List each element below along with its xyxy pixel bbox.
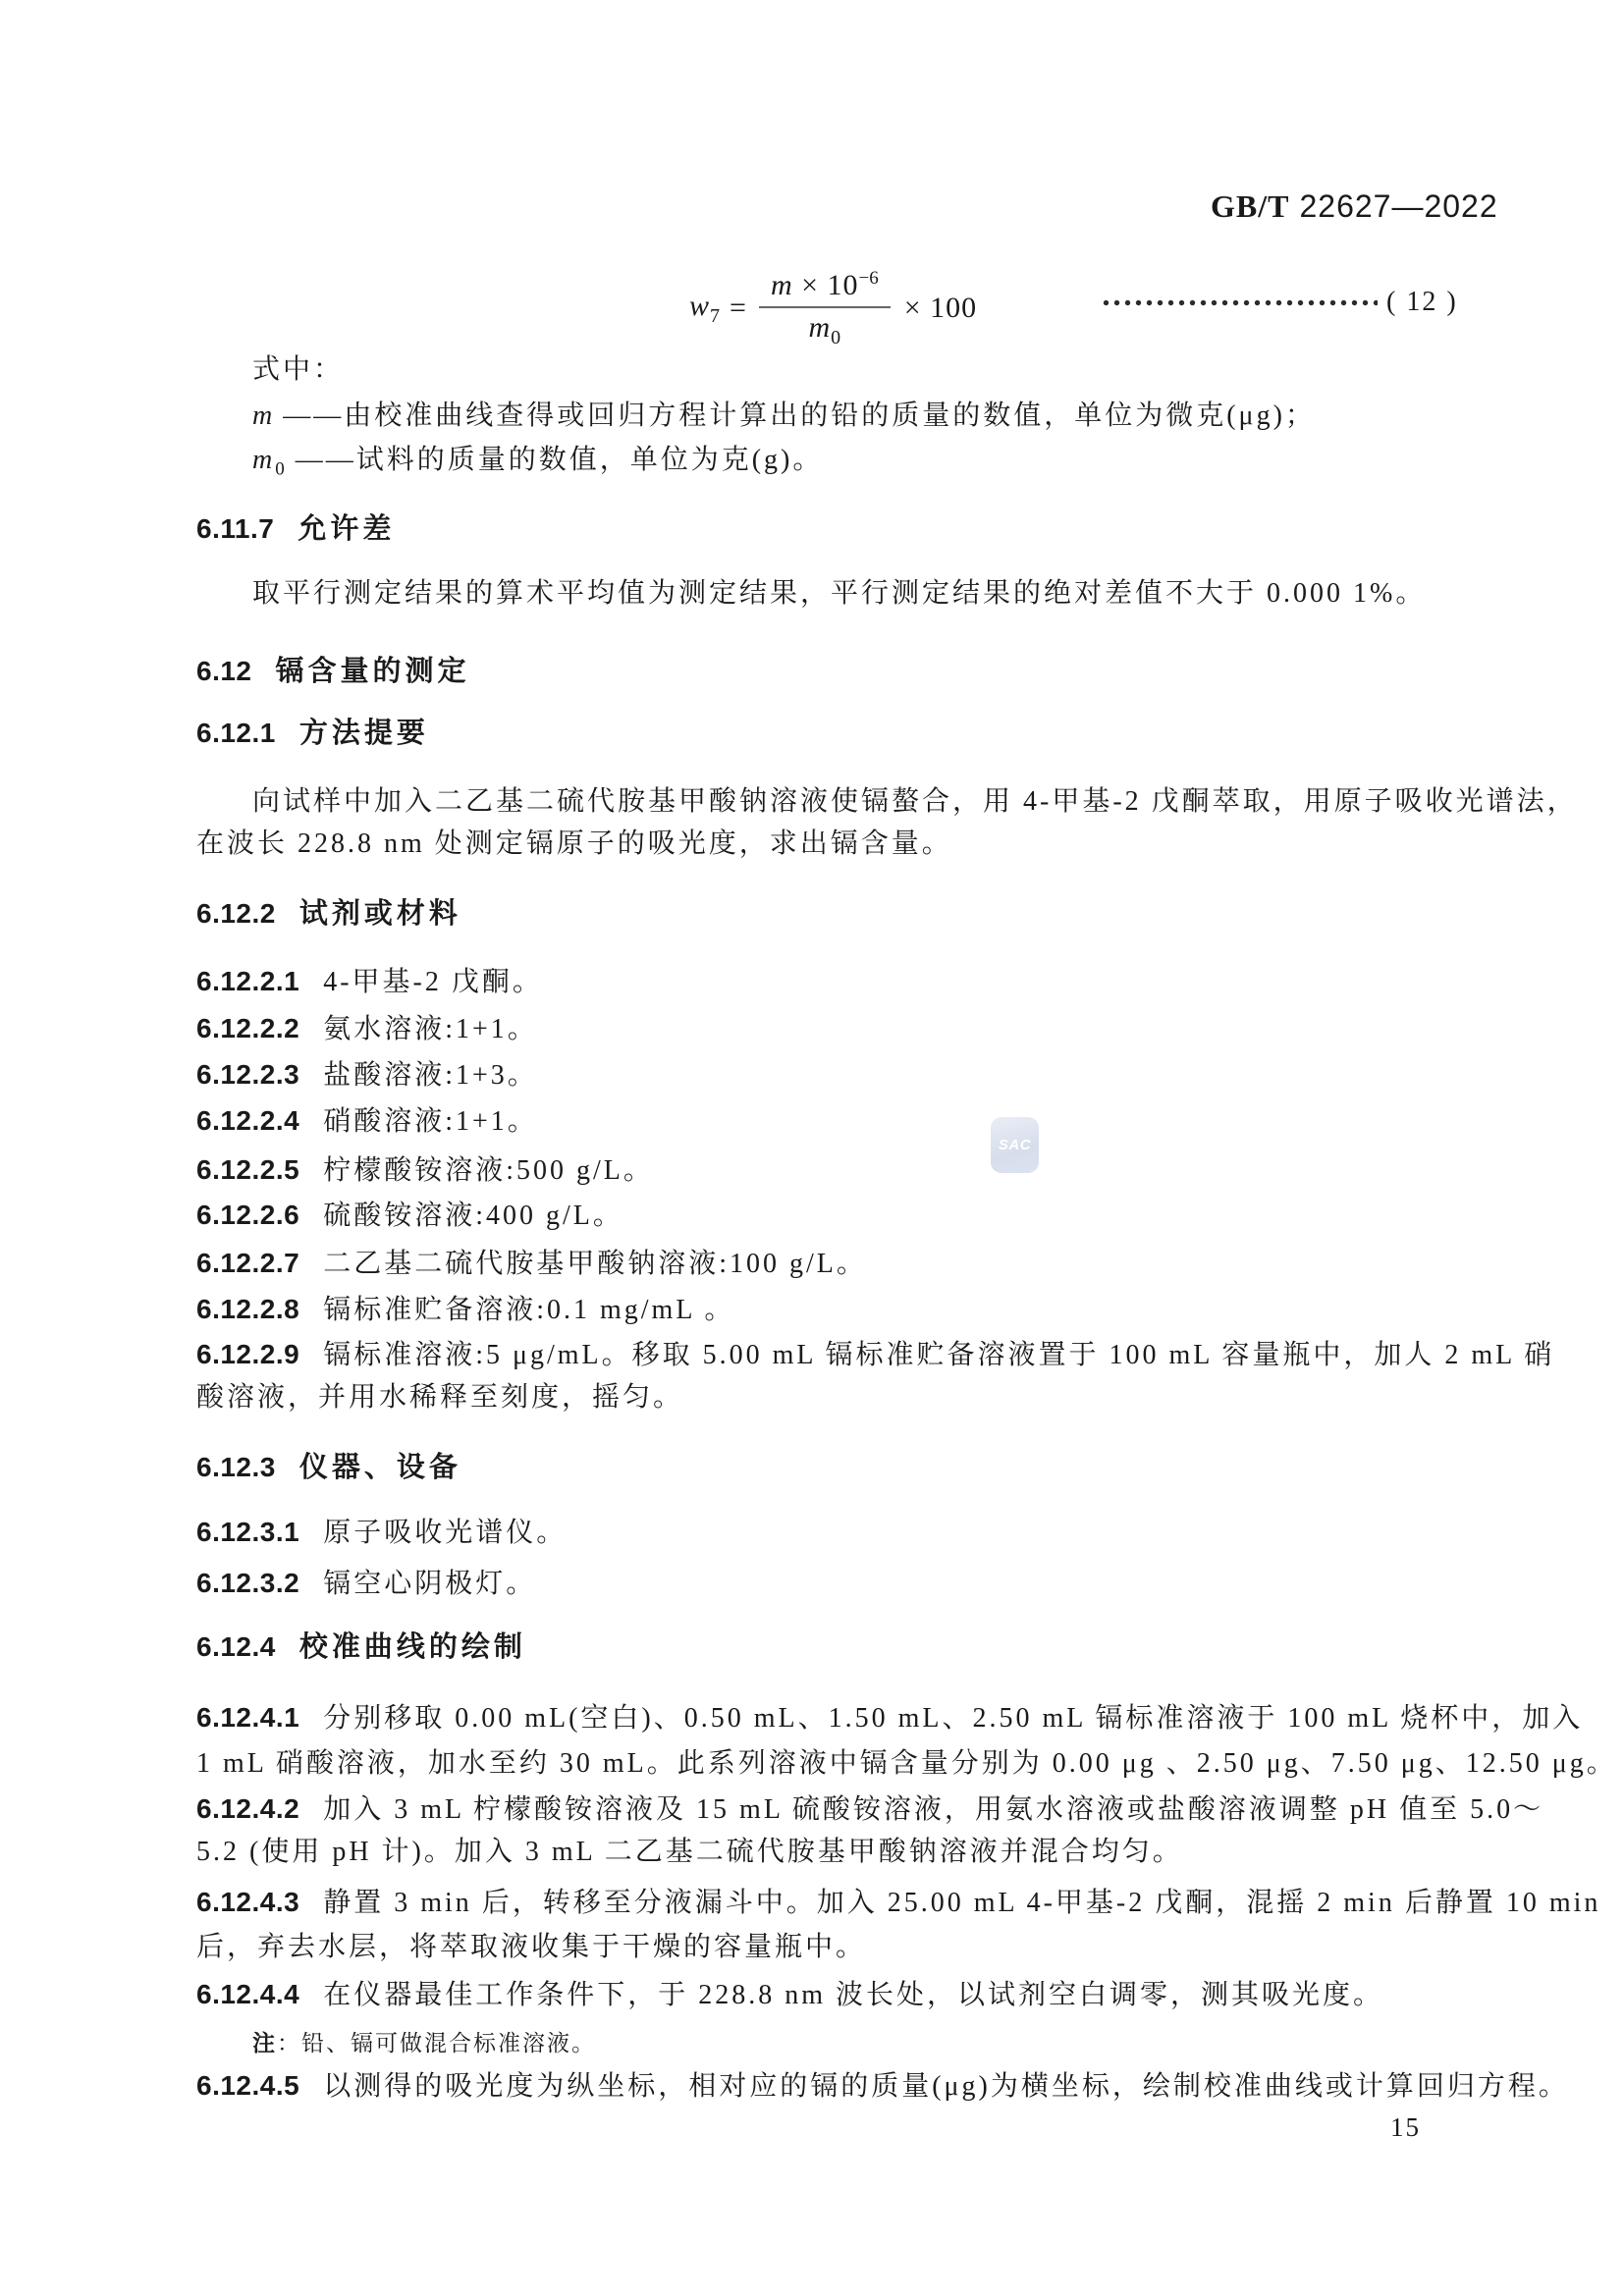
clause-number: 6.12.2.6	[196, 1200, 300, 1230]
clause-text: 4-甲基-2 戊酮。	[323, 967, 543, 997]
clause-text: 镉标准溶液:5 μg/mL。移取 5.00 mL 镉标准贮备溶液置于 100 mL 容量瓶中，加人 2 mL 硝	[323, 1340, 1555, 1370]
clause-text: 二乙基二硫代胺基甲酸钠溶液:100 g/L。	[323, 1249, 867, 1279]
equation-lhs-var: w	[689, 289, 711, 322]
where-label: 式中：	[252, 354, 345, 385]
clause-6-12-2-5	[196, 1148, 654, 1193]
heading-title: 校准曲线的绘制	[298, 1631, 526, 1663]
clause-text: 镉空心阴极灯。	[323, 1569, 537, 1599]
equation-numerator	[759, 263, 891, 308]
clause-text: 柠檬酸铵溶液:500 g/L。	[323, 1155, 654, 1186]
clause-6-12-2-9-line1	[196, 1332, 1554, 1377]
page-number: 15	[1390, 2112, 1421, 2142]
numerator-times: ×	[792, 269, 828, 301]
clause-number: 6.12.4.3	[196, 1887, 300, 1917]
heading-6-12-3	[196, 1445, 461, 1490]
clause-number: 6.12.4	[196, 1631, 276, 1662]
clause-6-12-2-1	[196, 959, 543, 1004]
heading-6-12	[196, 649, 470, 694]
clause-6-12-2-7	[196, 1241, 867, 1286]
heading-6-12-4	[196, 1625, 526, 1670]
document-header	[1211, 187, 1498, 226]
clause-6-12-4-1-line2: 1 mL 硝酸溶液，加水至约 30 mL。此系列溶液中镉含量分别为 0.00 μg 、2.50 μg、7.50 μg、12.50 μg。	[196, 1748, 1617, 1779]
clause-number: 6.12.2.8	[196, 1294, 300, 1324]
note-label: 注	[252, 2030, 277, 2056]
clause-6-12-2-8	[196, 1287, 734, 1332]
equation-number: ( 12 )	[1386, 287, 1458, 317]
heading-title: 仪器、设备	[298, 1452, 461, 1483]
symbol-m0: m	[252, 445, 276, 475]
clause-6-12-4-1-line1	[196, 1695, 1583, 1740]
clause-number: 6.12.4.1	[196, 1702, 300, 1733]
clause-6-12-4-3-line1	[196, 1880, 1600, 1925]
clause-number: 6.12	[196, 656, 252, 686]
clause-text: 分别移取 0.00 mL(空白)、0.50 mL、1.50 mL、2.50 mL 镉标准溶液于 100 mL 烧杯中，加入	[323, 1703, 1584, 1734]
clause-number: 6.12.4.4	[196, 1979, 300, 2009]
clause-text: 镉标准贮备溶液:0.1 mg/mL 。	[323, 1295, 735, 1325]
heading-title: 镉含量的测定	[275, 656, 470, 687]
clause-number: 6.12.2.7	[196, 1248, 300, 1278]
clause-number: 6.12.2.3	[196, 1059, 300, 1090]
standard-number: 22627—2022	[1299, 188, 1498, 224]
paragraph-6-11-7: 取平行测定结果的算术平均值为测定结果，平行测定结果的绝对差值不大于 0.000 1%。	[252, 578, 1427, 609]
symbol-m0-description: ——试料的质量的数值，单位为克(g)。	[295, 445, 824, 475]
clause-number: 6.12.2.5	[196, 1154, 300, 1185]
clause-6-12-2-3	[196, 1052, 538, 1097]
numerator-base: 10	[827, 269, 859, 301]
heading-6-11-7	[196, 507, 395, 552]
where-item-m	[252, 394, 1316, 439]
equation-denominator	[809, 308, 841, 353]
clause-text: 硫酸铵溶液:400 g/L。	[323, 1201, 623, 1231]
clause-text: 硝酸溶液:1+1。	[323, 1106, 538, 1137]
clause-text: 在仪器最佳工作条件下，于 228.8 nm 波长处，以试剂空白调零，测其吸光度。	[323, 1980, 1383, 2010]
clause-text: 原子吸收光谱仪。	[323, 1518, 568, 1548]
clause-6-12-4-5	[196, 2063, 1569, 2109]
equation-dotted-leader	[1101, 298, 1378, 307]
equation-fraction	[759, 263, 891, 353]
sac-watermark-logo: SAC	[991, 1117, 1039, 1173]
clause-number: 6.12.4.2	[196, 1793, 300, 1824]
clause-text: 静置 3 min 后，转移至分液漏斗中。加入 25.00 mL 4-甲基-2 戊酮，混摇 2 min 后静置 10 min	[323, 1888, 1601, 1918]
heading-title: 方法提要	[298, 718, 429, 749]
clause-text: 以测得的吸光度为纵坐标，相对应的镉的质量(μg)为横坐标，绘制校准曲线或计算回归方程。	[323, 2071, 1569, 2102]
clause-6-12-3-2	[196, 1561, 536, 1606]
paragraph-6-12-1-line1: 向试样中加入二乙基二硫代胺基甲酸钠溶液使镉螯合，用 4-甲基-2 戊酮萃取，用原子吸收光谱法，	[252, 786, 1578, 817]
clause-number: 6.12.3.1	[196, 1517, 300, 1547]
equation-multiplier: × 100	[903, 292, 978, 324]
clause-number: 6.12.3	[196, 1452, 276, 1482]
clause-number: 6.12.3.2	[196, 1568, 300, 1598]
clause-number: 6.12.1	[196, 718, 276, 748]
clause-6-12-4-3-line2: 后，弃去水层，将萃取液收集于干燥的容量瓶中。	[196, 1932, 867, 1962]
denominator-sub: 0	[831, 327, 841, 348]
clause-number: 6.12.2	[196, 898, 276, 929]
heading-title: 试剂或材料	[298, 898, 461, 930]
symbol-m: m	[252, 400, 276, 431]
denominator-var: m	[808, 311, 832, 344]
clause-text: 加入 3 mL 柠檬酸铵溶液及 15 mL 硫酸铵溶液，用氨水溶液或盐酸溶液调整 pH 值至 5.0～	[323, 1794, 1544, 1825]
equation-lhs-sub: 7	[710, 304, 721, 327]
note-colon: ：	[277, 2031, 301, 2056]
symbol-m0-sub: 0	[275, 458, 288, 480]
clause-6-12-2-9-line2: 酸溶液，并用水稀释至刻度，摇匀。	[196, 1382, 684, 1413]
equation-12	[689, 263, 977, 353]
clause-6-12-2-2	[196, 1006, 538, 1051]
clause-number: 6.12.2.9	[196, 1339, 300, 1369]
clause-number: 6.12.4.5	[196, 2070, 300, 2101]
equation-lhs	[689, 290, 720, 328]
clause-6-12-4-2-line1	[196, 1787, 1543, 1832]
paragraph-6-12-1-line2: 在波长 228.8 nm 处测定镉原子的吸光度，求出镉含量。	[196, 828, 952, 859]
clause-6-12-2-4	[196, 1098, 538, 1144]
heading-6-12-2	[196, 891, 461, 936]
where-item-m0	[252, 438, 823, 483]
clause-6-12-4-4	[196, 1972, 1383, 2017]
numerator-exponent: −6	[858, 268, 879, 289]
clause-number: 6.12.2.2	[196, 1013, 300, 1043]
equation-equals: =	[730, 292, 747, 324]
standard-prefix: GB/T	[1211, 188, 1290, 224]
clause-number: 6.12.2.4	[196, 1105, 300, 1136]
heading-6-12-1	[196, 711, 429, 756]
numerator-var: m	[770, 269, 793, 301]
clause-text: 氨水溶液:1+1。	[323, 1014, 538, 1044]
note-text: 铅、镉可做混合标准溶液。	[301, 2031, 596, 2056]
clause-number: 6.11.7	[196, 513, 275, 544]
clause-6-12-4-2-line2: 5.2 (使用 pH 计)。加入 3 mL 二乙基二硫代胺基甲酸钠溶液并混合均匀。	[196, 1837, 1183, 1867]
clause-6-12-2-6	[196, 1193, 623, 1238]
clause-6-12-3-1	[196, 1510, 567, 1555]
heading-title: 允许差	[298, 513, 396, 545]
clause-number: 6.12.2.1	[196, 966, 300, 996]
symbol-m-description: ——由校准曲线查得或回归方程计算出的铅的质量的数值，单位为微克(μg)；	[283, 400, 1316, 431]
clause-text: 盐酸溶液:1+3。	[323, 1060, 538, 1091]
note-line	[252, 2023, 596, 2062]
